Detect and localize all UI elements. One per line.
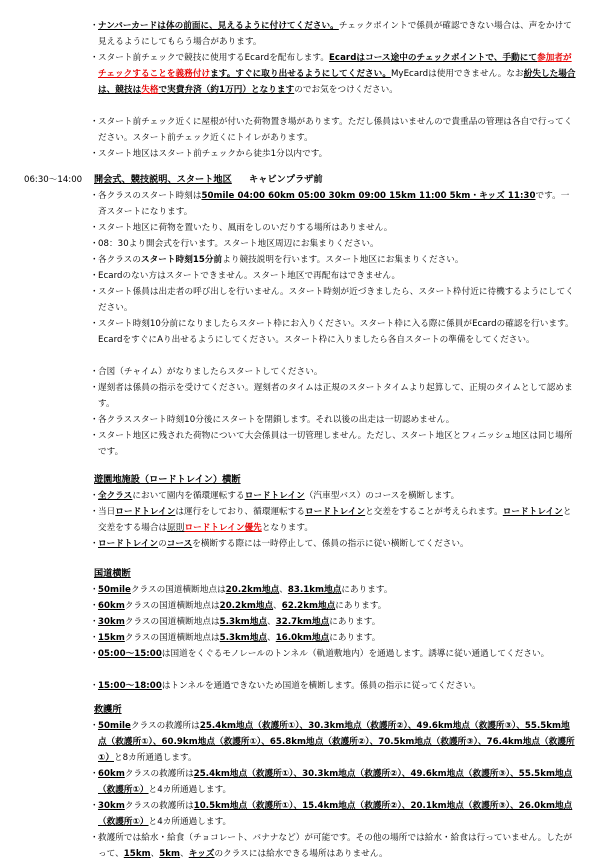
text-run: スタート地区に荷物を置いたり、風雨をしのいだりする場所はありません。 — [98, 223, 393, 233]
text-run: 62.2km地点 — [281, 601, 336, 611]
text-run: クラスの救護所は — [124, 801, 194, 811]
text-run: 32.7km地点 — [275, 617, 330, 627]
list-item-text — [98, 718, 578, 766]
list-item-text — [98, 188, 578, 220]
text-run: と交差をする場合は — [98, 507, 572, 533]
text-run: ロードトレイン — [244, 491, 305, 501]
text-run: チェックポイントで係員が確認できない場合は、声をかけて見えるようにしてもらう場合があります。 — [98, 21, 572, 47]
text-run: より競技説明を行います。スタート地区にお集まりください。 — [222, 255, 464, 265]
text-run: 20.2km地点 — [225, 585, 280, 595]
list-item-text — [98, 830, 578, 862]
list-item-text — [98, 316, 578, 348]
text-run: クラスの救護所は — [130, 721, 200, 731]
bullet-mark: ・ — [90, 721, 99, 731]
text-run: において園内を循環運転する — [132, 491, 245, 501]
text-run: 全クラス — [98, 491, 133, 501]
bullet-mark: ・ — [90, 271, 99, 281]
text-run: は運行をしており、循環運転する — [175, 507, 306, 517]
list-item-text — [98, 504, 578, 536]
text-run: 50mile 04:00 60km 05:00 30km 09:00 15km 11:00 5km・キッズ 11:30 — [201, 191, 536, 201]
text-run: 、 — [273, 601, 282, 611]
bullet-mark: ・ — [90, 415, 99, 425]
text-run: ロードトレイン — [115, 507, 176, 517]
text-run: 60km — [98, 601, 125, 611]
text-run: ます。すぐに取り出せるようにしてください。 — [210, 69, 391, 79]
bullet-mark: ・ — [90, 287, 99, 297]
bullet-mark: ・ — [90, 367, 99, 377]
text-run: スタート前チェックで競技に使用するEcardを配布します。 — [98, 53, 330, 63]
bullet-mark: ・ — [90, 601, 99, 611]
text-run: 遅刻者は係員の指示を受けてください。遅刻者のタイムは正規のスタートタイムより起算して、正規のタイムとして認めます。 — [98, 383, 573, 409]
list-item — [90, 412, 578, 428]
text-run: 救護所では給水・給食（チョコレート、バナナなど）が可能です。その他の場所では給水・給食は行っていません。したがって、 — [98, 833, 573, 859]
text-run: （汽車型バス）のコースを横断します。 — [304, 491, 460, 501]
text-run: ロードトレイン — [98, 539, 159, 549]
bullet-mark: ・ — [90, 801, 99, 811]
section-heading-place: キャビンプラザ前 — [249, 174, 323, 185]
list-item-text — [98, 798, 578, 830]
text-run: 25.4km地点（救護所①）、30.3km地点（救護所②）、49.6km地点（救護所③）、55.5km地点（救護所①） — [98, 769, 573, 795]
list-item-text — [98, 646, 578, 662]
text-run: は国道をくぐるモノレールのトンネル（軌道敷地内）を通過します。誘導に従い通過してください。 — [161, 649, 550, 659]
text-run: 50mile — [98, 585, 131, 595]
text-run: クラスの国道横断地点は — [124, 617, 220, 627]
list-item — [90, 146, 578, 162]
text-run: にあります。 — [341, 585, 393, 595]
bullet-mark: ・ — [90, 769, 99, 779]
text-run: ロードトレイン — [305, 507, 366, 517]
text-run: 、 — [180, 849, 189, 859]
section-heading-train — [94, 472, 241, 488]
list-item — [90, 268, 578, 284]
bullet-mark: ・ — [90, 255, 99, 265]
text-run: はトンネルを通過できないため国道を横断します。係員の指示に従ってください。 — [161, 681, 481, 691]
list-item — [90, 536, 578, 552]
bullet-mark: ・ — [90, 117, 99, 127]
bullet-mark: ・ — [90, 507, 99, 517]
text-run: スタート地区に残された荷物について大会係員は一切管理しません。ただし、スタート地区とフィニッシュ地区は同じ場所です。 — [98, 431, 573, 457]
list-item-text — [98, 146, 578, 162]
list-item — [90, 284, 578, 316]
text-run: にあります。 — [335, 601, 387, 611]
text-run: で実費弁済（約1万円）となります — [158, 85, 295, 95]
list-item — [90, 830, 578, 862]
list-item — [90, 252, 578, 268]
list-item-text — [98, 50, 578, 98]
list-item-text — [98, 678, 578, 694]
text-run: と交差をすることが考えられます。 — [365, 507, 503, 517]
list-item — [90, 582, 578, 598]
bullet-mark: ・ — [90, 681, 99, 691]
list-item-text — [98, 268, 578, 284]
bullet-mark: ・ — [90, 383, 99, 393]
text-run: MyEcardは使用できません。なお — [390, 69, 524, 79]
list-item-text — [98, 582, 578, 598]
text-run: のでお気をつけください。 — [294, 85, 398, 95]
text-run: クラスの救護所は — [124, 769, 194, 779]
text-run: の — [158, 539, 167, 549]
list-item — [90, 380, 578, 412]
text-run: 83.1km地点 — [287, 585, 342, 595]
text-run: ナンバーカードは体の前面に、見えるように付けてください。 — [98, 21, 339, 31]
list-item — [90, 766, 578, 798]
text-run: のクラスには給水できる場所はありません。 — [214, 849, 388, 859]
list-item-text — [98, 412, 578, 428]
list-item — [90, 316, 578, 348]
list-item — [90, 188, 578, 220]
text-run: スタート地区はスタート前チェックから徒歩1分以内です。 — [98, 149, 328, 159]
text-run: 25.4km地点（救護所①）、30.3km地点（救護所②）、49.6km地点（救護所③）、55.5km地点（救護所①）、60.9km地点（救護所①）、65.8km地点（救護所②）、70.5km地点（救護所③）、76.4km地点（救護所①） — [98, 721, 575, 763]
list-item — [90, 364, 578, 380]
bullet-mark: ・ — [90, 223, 99, 233]
text-run: 各クラスの — [98, 255, 141, 265]
bullet-mark: ・ — [90, 53, 99, 63]
text-run: キッズ — [188, 849, 215, 859]
list-item-text — [98, 598, 578, 614]
text-run: です。一斉スタートになります。 — [98, 191, 570, 217]
text-run: と4カ所通過します。 — [148, 785, 232, 795]
text-run: 、 — [267, 633, 276, 643]
list-item-text — [98, 428, 578, 460]
list-item-text — [98, 630, 578, 646]
list-item — [90, 798, 578, 830]
text-run: 10.5km地点（救護所①）、15.4km地点（救護所②）、20.1km地点（救護所③）、26.0km地点（救護所①） — [98, 801, 573, 827]
text-run: クラスの国道横断地点は — [124, 633, 220, 643]
text-run: 各クラスのスタート時刻は — [98, 191, 202, 201]
text-run: 5.3km地点 — [219, 617, 268, 627]
list-item-text — [98, 364, 578, 380]
text-run: コース — [166, 539, 193, 549]
text-run: 原則 — [167, 523, 185, 533]
text-run: 各クラススタート時刻10分後にスタートを閉鎖します。それ以後の出走は一切認めません。 — [98, 415, 455, 425]
list-item-text — [98, 766, 578, 798]
list-item — [90, 504, 578, 536]
text-run: Ecardはコース途中のチェックポイントで、手動にて — [329, 53, 538, 63]
text-run: 50mile — [98, 721, 131, 731]
text-run: 15km — [98, 633, 125, 643]
text-run: スタート前チェック近くに屋根が付いた荷物置き場があります。ただし係員はいませんので貴重品の管理は各自で行ってください。スタート前チェック近くにトイレがあります。 — [98, 117, 573, 143]
list-item-text — [98, 488, 578, 504]
bullet-mark: ・ — [90, 21, 99, 31]
section-heading-text: 遊園地施設（ロードトレイン）横断 — [94, 474, 241, 485]
text-run: 5.3km地点 — [219, 633, 268, 643]
text-run: 05:00〜15:00 — [98, 649, 162, 659]
text-run: 15:00〜18:00 — [98, 681, 162, 691]
bullet-mark: ・ — [90, 539, 99, 549]
text-run: 当日 — [98, 507, 116, 517]
section-heading-aid — [94, 702, 122, 718]
text-run: を横断する際には一時停止して、係員の指示に従い横断してください。 — [192, 539, 469, 549]
text-run: スタート時刻10分前になりましたらスタート枠にお入りください。スタート枠に入る際に係員がEcardの確認を行います。EcardをすぐにAり出せるようにしてください。スタート枠に入りましたら各自スタートの準備をしてください。 — [98, 319, 574, 345]
bullet-mark: ・ — [90, 585, 99, 595]
text-run: 紛失した場合は、競技は — [98, 69, 576, 95]
text-run: と8カ所通過します。 — [113, 753, 197, 763]
text-run: クラスの国道横断地点は — [124, 601, 220, 611]
text-run: Ecardのない方はスタートできません。スタート地区で再配布はできません。 — [98, 271, 401, 281]
text-run: 参加者がチェックすることを義務付け — [98, 53, 572, 79]
section-heading-opening — [94, 172, 323, 188]
text-run: 16.0km地点 — [275, 633, 330, 643]
text-run: 5km — [159, 849, 181, 859]
section-heading-text: 国道横断 — [94, 568, 131, 579]
list-item-text — [98, 220, 578, 236]
list-item — [90, 678, 578, 694]
section-heading-road — [94, 566, 131, 582]
bullet-mark: ・ — [90, 633, 99, 643]
text-run: スタート時刻15分前 — [140, 255, 223, 265]
list-item — [90, 236, 578, 252]
bullet-mark: ・ — [90, 239, 99, 249]
schedule-time: 06:30〜14:00 — [24, 175, 83, 185]
list-item-text — [98, 614, 578, 630]
list-item — [90, 630, 578, 646]
list-item-text — [98, 380, 578, 412]
list-item — [90, 114, 578, 146]
list-item — [90, 646, 578, 662]
text-run: 、 — [279, 585, 288, 595]
text-run: となります。 — [261, 523, 314, 533]
text-run: 08：30より開会式を行います。スタート地区周辺にお集まりください。 — [98, 239, 379, 249]
bullet-mark: ・ — [90, 319, 99, 329]
list-item — [90, 428, 578, 460]
text-run: 30km — [98, 801, 125, 811]
bullet-mark: ・ — [90, 491, 99, 501]
list-item-text — [98, 18, 578, 50]
bullet-mark: ・ — [90, 833, 99, 843]
text-run: 失格 — [141, 85, 159, 95]
text-run: ロードトレイン優先 — [184, 523, 262, 533]
list-item — [90, 18, 578, 50]
list-item-text — [98, 252, 578, 268]
text-run: にあります。 — [329, 633, 381, 643]
list-item — [90, 718, 578, 766]
bullet-mark: ・ — [90, 649, 99, 659]
section-heading-text: 救護所 — [94, 704, 122, 715]
text-run: 30km — [98, 617, 125, 627]
section-heading-text: 開会式、競技説明、スタート地区 — [94, 174, 232, 185]
text-run: にあります。 — [329, 617, 381, 627]
text-run: 、 — [150, 849, 160, 859]
list-item — [90, 220, 578, 236]
bullet-mark: ・ — [90, 617, 99, 627]
list-item — [90, 488, 578, 504]
text-run: 60km — [98, 769, 125, 779]
bullet-mark: ・ — [90, 149, 99, 159]
text-run: クラスの国道横断地点は — [130, 585, 226, 595]
list-item — [90, 614, 578, 630]
list-item-text — [98, 284, 578, 316]
bullet-mark: ・ — [90, 431, 99, 441]
bullet-mark: ・ — [90, 191, 99, 201]
text-run: と4カ所通過します。 — [148, 817, 232, 827]
text-run: 20.2km地点 — [219, 601, 274, 611]
list-item-text — [98, 536, 578, 552]
list-item-text — [98, 114, 578, 146]
text-run: 、 — [267, 617, 276, 627]
list-item — [90, 598, 578, 614]
list-item — [90, 50, 578, 98]
text-run: 合図（チャイム）がなりましたらスタートしてください。 — [98, 367, 323, 377]
text-run: 15km — [123, 849, 151, 859]
list-item-text — [98, 236, 578, 252]
text-run: ロードトレイン — [502, 507, 563, 517]
text-run: スタート係員は出走者の呼び出しを行いません。スタート時刻が近づきましたら、スタート枠付近に待機するようにしてください。 — [98, 287, 574, 313]
